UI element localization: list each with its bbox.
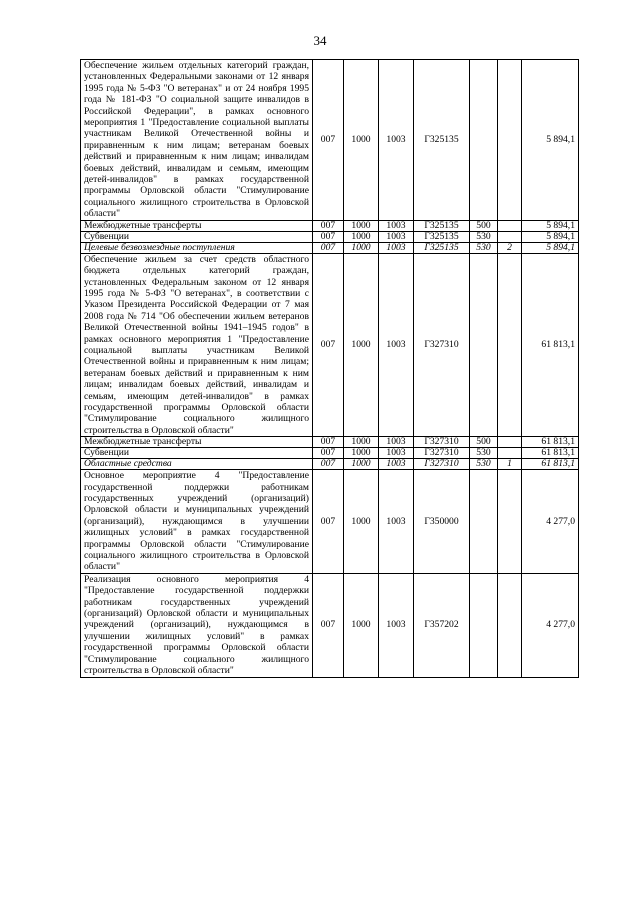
amount: 4 277,0 bbox=[522, 470, 579, 574]
funding-source-code bbox=[498, 470, 522, 574]
row-description: Субвенции bbox=[81, 231, 313, 242]
target-article-code: Г350000 bbox=[414, 470, 470, 574]
expense-type-code: 530 bbox=[470, 242, 498, 253]
funding-source-code bbox=[498, 220, 522, 231]
table-row bbox=[81, 573, 579, 677]
page-number: 34 bbox=[313, 33, 327, 48]
table-row bbox=[81, 437, 579, 448]
amount: 5 894,1 bbox=[522, 220, 579, 231]
target-article-code: Г325135 bbox=[414, 220, 470, 231]
ministry-code: 007 bbox=[313, 220, 344, 231]
expense-type-code bbox=[470, 573, 498, 677]
section-code: 1000 bbox=[344, 459, 379, 470]
expense-type-code: 500 bbox=[470, 220, 498, 231]
table-row bbox=[81, 470, 579, 574]
target-article-code: Г325135 bbox=[414, 242, 470, 253]
budget-table bbox=[80, 59, 579, 678]
section-code: 1000 bbox=[344, 448, 379, 459]
subsection-code: 1003 bbox=[379, 448, 414, 459]
funding-source-code bbox=[498, 448, 522, 459]
table-row bbox=[81, 448, 579, 459]
amount: 61 813,1 bbox=[522, 253, 579, 437]
ministry-code: 007 bbox=[313, 242, 344, 253]
target-article-code: Г325135 bbox=[414, 231, 470, 242]
amount: 5 894,1 bbox=[522, 231, 579, 242]
amount: 5 894,1 bbox=[522, 242, 579, 253]
expense-type-code bbox=[470, 253, 498, 437]
table-row bbox=[81, 231, 579, 242]
row-description: Областные средства bbox=[81, 459, 313, 470]
target-article-code: Г327310 bbox=[414, 253, 470, 437]
section-code: 1000 bbox=[344, 437, 379, 448]
amount: 61 813,1 bbox=[522, 459, 579, 470]
expense-type-code: 530 bbox=[470, 459, 498, 470]
section-code: 1000 bbox=[344, 220, 379, 231]
expense-type-code: 530 bbox=[470, 448, 498, 459]
row-description: Целевые безвозмездные поступления bbox=[81, 242, 313, 253]
subsection-code: 1003 bbox=[379, 459, 414, 470]
amount: 4 277,0 bbox=[522, 573, 579, 677]
funding-source-code bbox=[498, 231, 522, 242]
section-code: 1000 bbox=[344, 231, 379, 242]
section-code: 1000 bbox=[344, 470, 379, 574]
target-article-code: Г327310 bbox=[414, 459, 470, 470]
target-article-code: Г327310 bbox=[414, 448, 470, 459]
funding-source-code bbox=[498, 573, 522, 677]
row-description: Межбюджетные трансферты bbox=[81, 437, 313, 448]
target-article-code: Г327310 bbox=[414, 437, 470, 448]
row-description: Обеспечение жильем за счет средств областного бюджета отдельных категорий граждан, установленных Федеральным законом от 12 января 1995 года № 5-ФЗ "О ветеранах", в соответствии с Указом Президента Российской Федерации от 7 мая 2008 года № 714 "Об обеспечении жильем ветеранов Великой Отечественной войны 1941–1945 годов" в рамках основного мероприятия 1 "Предоставление социальной выплаты участникам Великой Отечественной войны и приравненным к ним лицам; ветеранам боевых действий и приравненным к ним лицам; инвалидам боевых действий, инвалидам и семьям, имеющим детей-инвалидов" в рамках государственной программы Орловской области "Стимулирование социального жилищного строительства в Орловской области" bbox=[81, 253, 313, 437]
table-row bbox=[81, 253, 579, 437]
target-article-code: Г325135 bbox=[414, 60, 470, 221]
subsection-code: 1003 bbox=[379, 60, 414, 221]
table-row bbox=[81, 242, 579, 253]
ministry-code: 007 bbox=[313, 448, 344, 459]
subsection-code: 1003 bbox=[379, 437, 414, 448]
funding-source-code: 2 bbox=[498, 242, 522, 253]
ministry-code: 007 bbox=[313, 231, 344, 242]
subsection-code: 1003 bbox=[379, 573, 414, 677]
ministry-code: 007 bbox=[313, 60, 344, 221]
subsection-code: 1003 bbox=[379, 470, 414, 574]
funding-source-code bbox=[498, 60, 522, 221]
subsection-code: 1003 bbox=[379, 220, 414, 231]
amount: 61 813,1 bbox=[522, 448, 579, 459]
target-article-code: Г357202 bbox=[414, 573, 470, 677]
ministry-code: 007 bbox=[313, 459, 344, 470]
row-description: Реализация основного мероприятия 4 "Предоставление государственной поддержки работникам государственных учреждений (организаций) Орловской области и муниципальных учреждений (организаций), нуждающимся в улучшении жилищных условий" в рамках государственной программы Орловской области "Стимулирование социального жилищного строительства в Орловской области" bbox=[81, 573, 313, 677]
expense-type-code bbox=[470, 470, 498, 574]
expense-type-code bbox=[470, 60, 498, 221]
ministry-code: 007 bbox=[313, 470, 344, 574]
section-code: 1000 bbox=[344, 573, 379, 677]
funding-source-code: 1 bbox=[498, 459, 522, 470]
expense-type-code: 500 bbox=[470, 437, 498, 448]
table-row bbox=[81, 220, 579, 231]
section-code: 1000 bbox=[344, 253, 379, 437]
row-description: Межбюджетные трансферты bbox=[81, 220, 313, 231]
subsection-code: 1003 bbox=[379, 253, 414, 437]
section-code: 1000 bbox=[344, 242, 379, 253]
subsection-code: 1003 bbox=[379, 231, 414, 242]
ministry-code: 007 bbox=[313, 573, 344, 677]
row-description: Основное мероприятие 4 "Предоставление государственной поддержки работникам государственных учреждений (организаций) Орловской области и муниципальных учреждений (организаций), нуждающимся в улучшении жилищных условий" в рамках государственной программы Орловской области "Стимулирование социального жилищного строительства в Орловской области" bbox=[81, 470, 313, 574]
row-description: Обеспечение жильем отдельных категорий граждан, установленных Федеральными законами от 12 января 1995 года № 5-ФЗ "О ветеранах" и от 24 ноября 1995 года № 181-ФЗ "О социальной защите инвалидов в Российской Федерации", в рамках основного мероприятия 1 "Предоставление социальной выплаты участникам Великой Отечественной войны и приравненным к ним лицам; ветеранам боевых действий и приравненным к ним лицам; инвалидам боевых действий, инвалидам и семьям, имеющим детей-инвалидов" в рамках государственной программы Орловской области "Стимулирование социального жилищного строительства в Орловской области" bbox=[81, 60, 313, 221]
ministry-code: 007 bbox=[313, 437, 344, 448]
expense-type-code: 530 bbox=[470, 231, 498, 242]
ministry-code: 007 bbox=[313, 253, 344, 437]
table-body bbox=[81, 60, 579, 678]
funding-source-code bbox=[498, 253, 522, 437]
subsection-code: 1003 bbox=[379, 242, 414, 253]
row-description: Субвенции bbox=[81, 448, 313, 459]
amount: 61 813,1 bbox=[522, 437, 579, 448]
amount: 5 894,1 bbox=[522, 60, 579, 221]
table-row bbox=[81, 459, 579, 470]
funding-source-code bbox=[498, 437, 522, 448]
table-row bbox=[81, 60, 579, 221]
section-code: 1000 bbox=[344, 60, 379, 221]
